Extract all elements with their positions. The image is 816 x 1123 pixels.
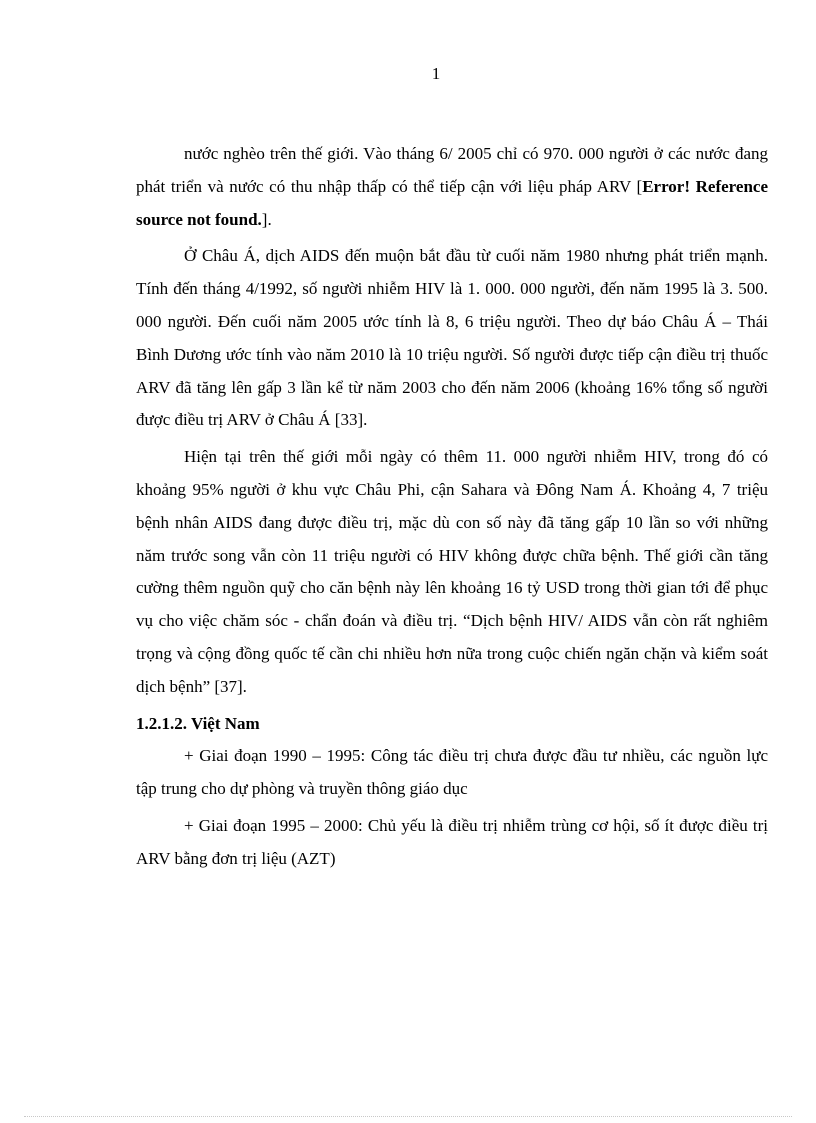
page-number: 1: [431, 64, 441, 83]
document-body: [136, 138, 768, 880]
section-heading: 1.2.1.2. Việt Nam: [136, 713, 260, 733]
paragraph-text: nước nghèo trên thế giới. Vào tháng 6/ 2005 chỉ có 970. 000 người ở các nước đang phát triển và nước có thu nhập thấp có thể tiếp cận với liệu pháp ARV [: [136, 144, 768, 196]
paragraph-text-end: ].: [261, 209, 272, 229]
paragraph-world: Hiện tại trên thế giới mỗi ngày có thêm 11. 000 người nhiễm HIV, trong đó có khoảng 95% người ở khu vực Châu Phi, cận Sahara và Đông Nam Á. Khoảng 4, 7 triệu bệnh nhân AIDS đang được điều trị, mặc dù con số này đã tăng gấp 10 lần so với những năm trước song vẫn còn 11 triệu người có HIV không được chữa bệnh. Thế giới cần tăng cường thêm nguồn quỹ cho căn bệnh này lên khoảng 16 tỷ USD trong thời gian tới để phục vụ cho việc chăm sóc - chẩn đoán và điều trị. “Dịch bệnh HIV/ AIDS vẫn còn rất nghiêm trọng và cộng đồng quốc tế cần chi nhiều hơn nữa trong cuộc chiến ngăn chặn và kiểm soát dịch bệnh” [37].: [136, 447, 768, 696]
reference-error: Error! Reference source not found.: [136, 176, 768, 229]
list-item-1995-2000: + Giai đoạn 1995 – 2000: Chủ yếu là điều trị nhiễm trùng cơ hội, số ít được điều trị ARV bằng đơn trị liệu (AZT): [136, 815, 768, 868]
page-bottom-divider: [24, 1116, 792, 1117]
list-item-1990-1995: + Giai đoạn 1990 – 1995: Công tác điều trị chưa được đầu tư nhiều, các nguồn lực tập trung cho dự phòng và truyền thông giáo dục: [136, 746, 768, 799]
paragraph-arv-access: [136, 138, 768, 236]
paragraph-asia: Ở Châu Á, dịch AIDS đến muộn bắt đầu từ cuối năm 1980 nhưng phát triển mạnh. Tính đến tháng 4/1992, số người nhiễm HIV là 1. 000. 000 người, đến năm 1995 là 3. 500. 000 người. Đến cuối năm 2005 ước tính là 8, 6 triệu người. Theo dự báo Châu Á – Thái Bình Dương ước tính vào năm 2010 là 10 triệu người. Số người được tiếp cận điều trị thuốc ARV đã tăng lên gấp 3 lần kể từ năm 2003 cho đến năm 2006 (khoảng 16% tổng số người được điều trị ARV ở Châu Á [33].: [136, 246, 768, 430]
